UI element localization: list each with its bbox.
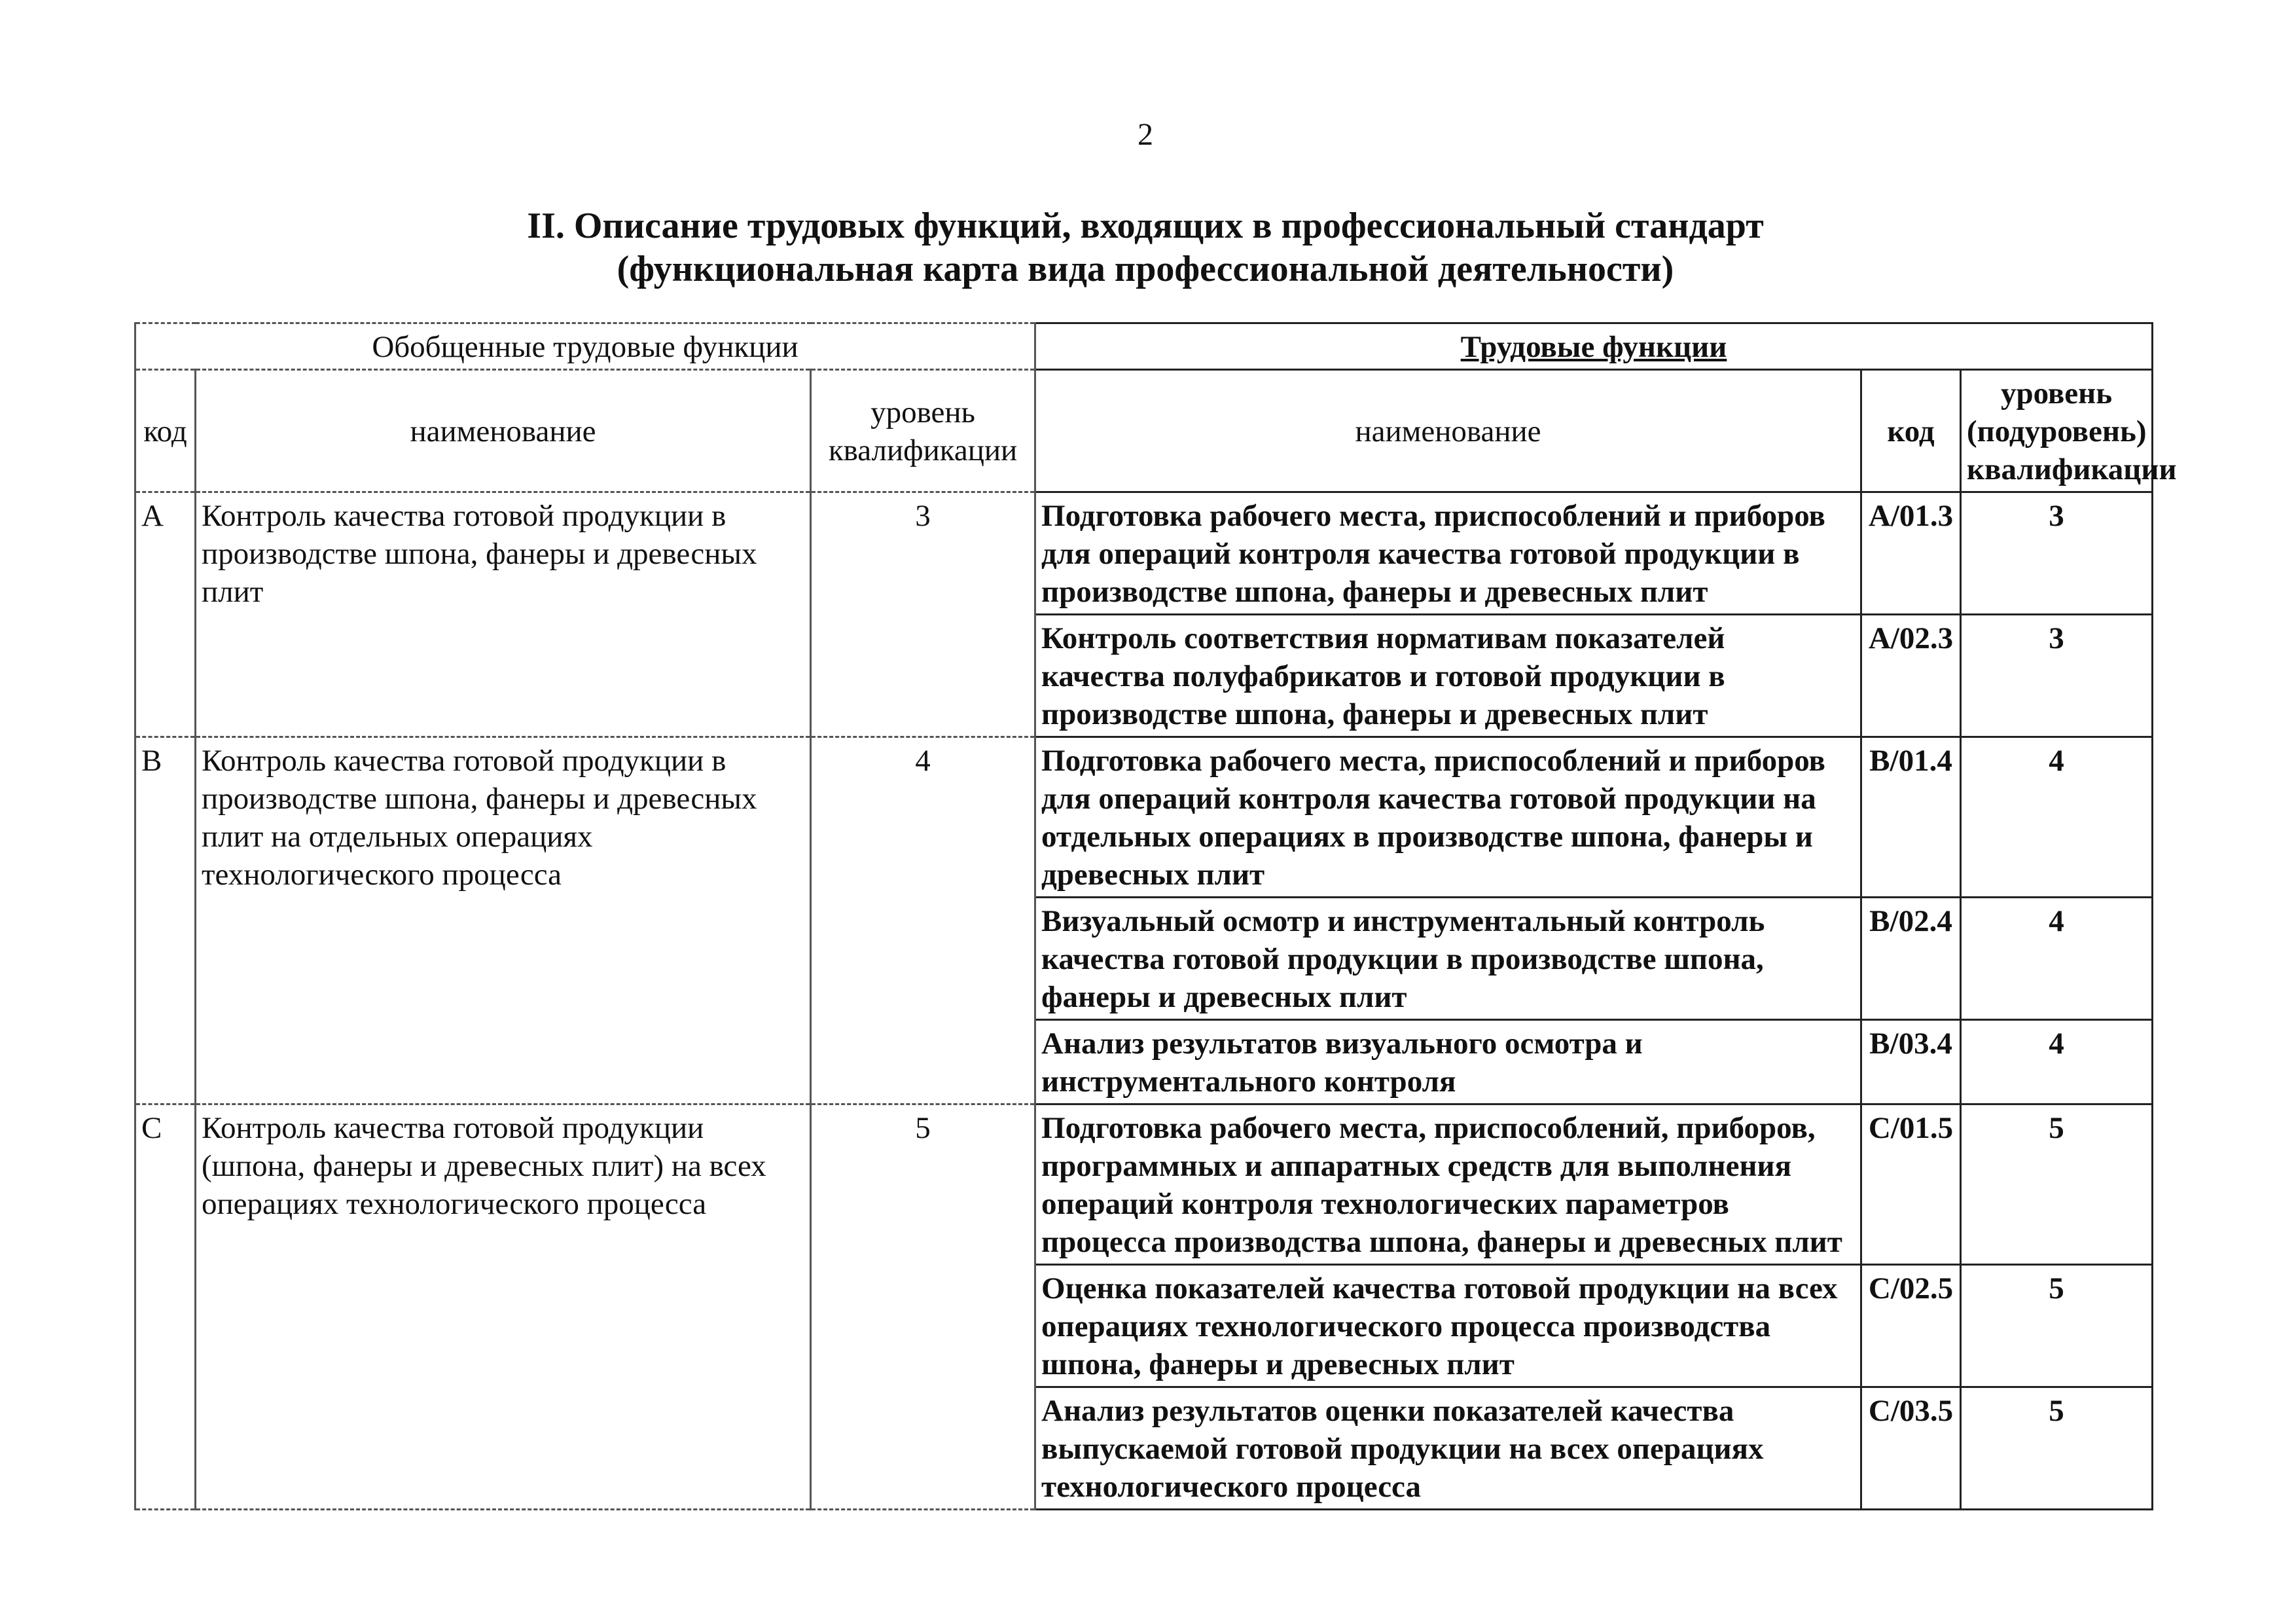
header-function-level: уровень (подуровень) квалификации (1961, 370, 2153, 492)
function-level: 4 (1961, 898, 2153, 1020)
header-qualification-level: уровень квалификации (811, 370, 1035, 492)
function-level: 5 (1961, 1104, 2153, 1265)
group-level: 4 (811, 737, 1035, 1104)
header-name: наименование (196, 370, 811, 492)
table-row (135, 737, 2153, 898)
functional-map-table (134, 322, 2177, 1510)
function-code: C/03.5 (1861, 1387, 1961, 1510)
page-number: 2 (1138, 117, 1153, 152)
function-code: B/02.4 (1861, 898, 1961, 1020)
header-code: код (135, 370, 196, 492)
section-title-line-1: II. Описание трудовых функций, входящих в профессиональный стандарт (527, 206, 1764, 246)
function-level: 3 (1961, 492, 2153, 615)
table-row (135, 492, 2153, 615)
function-code: B/03.4 (1861, 1020, 1961, 1104)
function-name: Визуальный осмотр и инструментальный контроль качества готовой продукции в производстве шпона, фанеры и древесных плит (1035, 898, 1861, 1020)
function-level: 5 (1961, 1265, 2153, 1387)
function-name: Анализ результатов визуального осмотра и инструментального контроля (1035, 1020, 1861, 1104)
group-code: B (135, 737, 196, 1104)
section-title (196, 204, 2094, 291)
header-labor-functions: Трудовые функции (1035, 323, 2153, 370)
group-code: C (135, 1104, 196, 1510)
function-name: Контроль соответствия нормативам показателей качества полуфабрикатов и готовой продукции в производстве шпона, фанеры и древесных плит (1035, 615, 1861, 737)
function-name: Подготовка рабочего места, приспособлений и приборов для операций контроля качества готовой продукции на отдельных операциях в производстве шпона, фанеры и древесных плит (1035, 737, 1861, 898)
function-name: Оценка показателей качества готовой продукции на всех операциях технологического процесса производства шпона, фанеры и древесных плит (1035, 1265, 1861, 1387)
function-code: C/02.5 (1861, 1265, 1961, 1387)
function-level: 4 (1961, 1020, 2153, 1104)
function-level: 4 (1961, 737, 2153, 898)
function-code: A/01.3 (1861, 492, 1961, 615)
function-code: B/01.4 (1861, 737, 1961, 898)
header-function-name: наименование (1035, 370, 1861, 492)
header-function-code: код (1861, 370, 1961, 492)
function-code: C/01.5 (1861, 1104, 1961, 1265)
header-generalized-functions: Обобщенные трудовые функции (135, 323, 1035, 370)
function-level: 3 (1961, 615, 2153, 737)
group-level: 3 (811, 492, 1035, 737)
function-name: Анализ результатов оценки показателей качества выпускаемой готовой продукции на всех операциях технологического процесса (1035, 1387, 1861, 1510)
function-name: Подготовка рабочего места, приспособлений и приборов для операций контроля качества готовой продукции в производстве шпона, фанеры и древесных плит (1035, 492, 1861, 615)
group-name: Контроль качества готовой продукции в производстве шпона, фанеры и древесных плит (196, 492, 811, 737)
header-row-top (135, 323, 2153, 370)
group-code: A (135, 492, 196, 737)
function-code: A/02.3 (1861, 615, 1961, 737)
function-name: Подготовка рабочего места, приспособлений, приборов, программных и аппаратных средств для выполнения операций контроля технологических параметров процесса производства шпона, фанеры и древесных плит (1035, 1104, 1861, 1265)
section-title-line-2: (функциональная карта вида профессиональной деятельности) (617, 249, 1674, 289)
group-name: Контроль качества готовой продукции в производстве шпона, фанеры и древесных плит на отдельных операциях технологического процесса (196, 737, 811, 1104)
table-row (135, 1104, 2153, 1265)
group-level: 5 (811, 1104, 1035, 1510)
group-name: Контроль качества готовой продукции (шпона, фанеры и древесных плит) на всех операциях технологического процесса (196, 1104, 811, 1510)
header-row-sub (135, 370, 2153, 492)
function-level: 5 (1961, 1387, 2153, 1510)
